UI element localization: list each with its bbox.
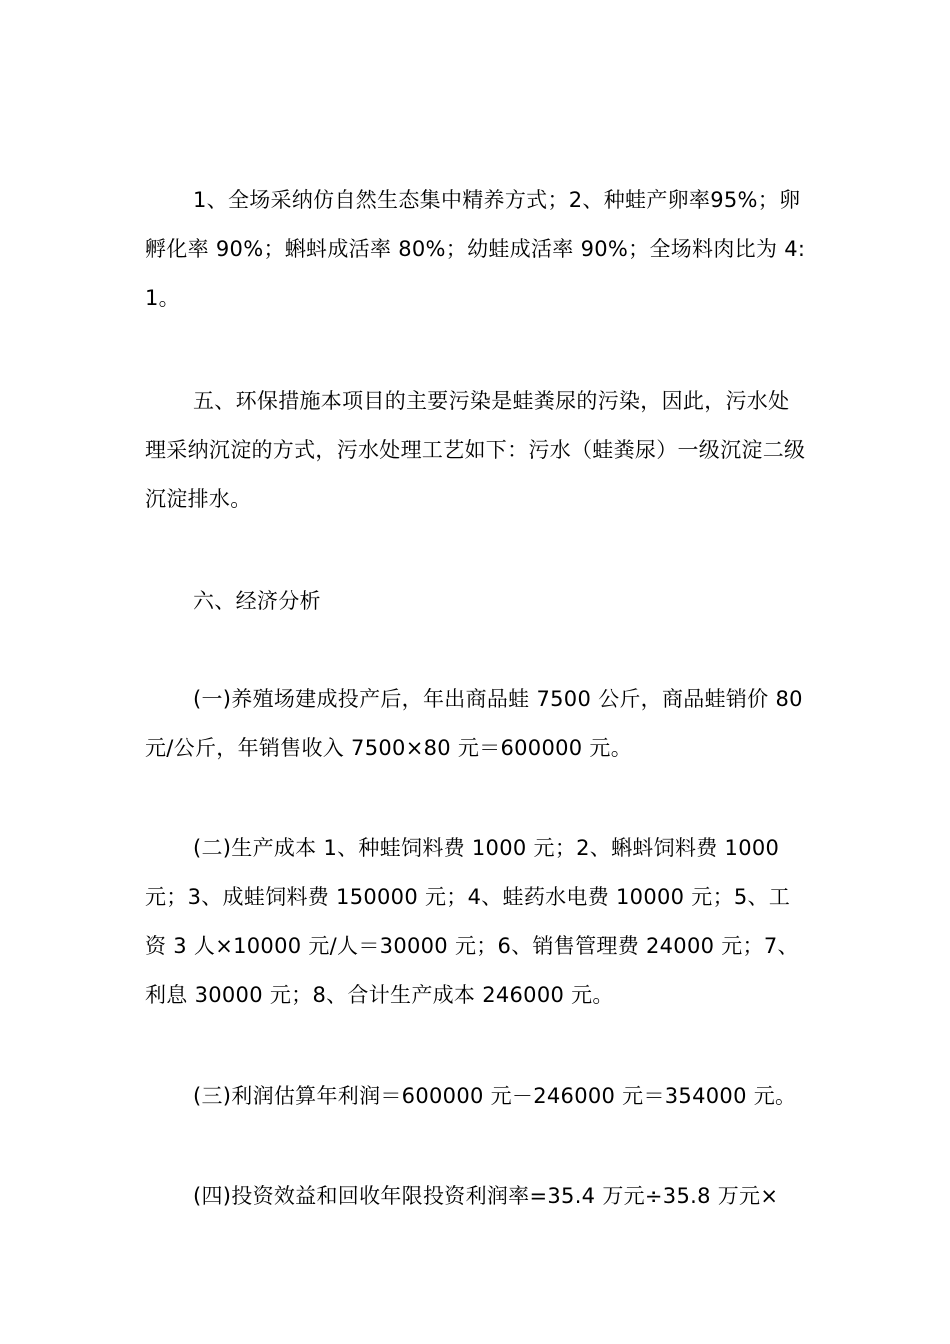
paragraph-production-cost: (二)生产成本 1、种蛙饲料费 1000 元；2、蝌蚪饲料费 1000 元；3、成蛙饲料费 150000 元；4、蛙药水电费 10000 元；5、工资 3 人×10000 元/人＝30000 元；6、销售管理费 24000 元；7、利息 30000 元；8、合计生产成本 246000 元。 (145, 836, 799, 1007)
paragraph-sales-revenue: (一)养殖场建成投产后，年出商品蛙 7500 公斤，商品蛙销价 80 元/公斤，年销售收入 7500×80 元＝600000 元。 (145, 687, 803, 760)
paragraph-profit-estimate: (三)利润估算年利润＝600000 元－246000 元＝354000 元。 (193, 1084, 797, 1108)
paragraph-production-indicators: 1、全场采纳仿自然生态集中精养方式；2、种蛙产卵率95%；卵孵化率 90%；蝌蚪成活率 80%；幼蛙成活率 90%；全场料肉比为 4:1。 (145, 188, 806, 310)
paragraph-environmental-measures: 五、环保措施本项目的主要污染是蛙粪尿的污染，因此，污水处理采纳沉淀的方式，污水处理工艺如下：污水（蛙粪尿）一级沉淀二级沉淀排水。 (145, 389, 806, 511)
section-heading-economic-analysis: 六、经济分析 (193, 589, 321, 613)
paragraph-investment-return: (四)投资效益和回收年限投资利润率=35.4 万元÷35.8 万元× (193, 1184, 779, 1208)
